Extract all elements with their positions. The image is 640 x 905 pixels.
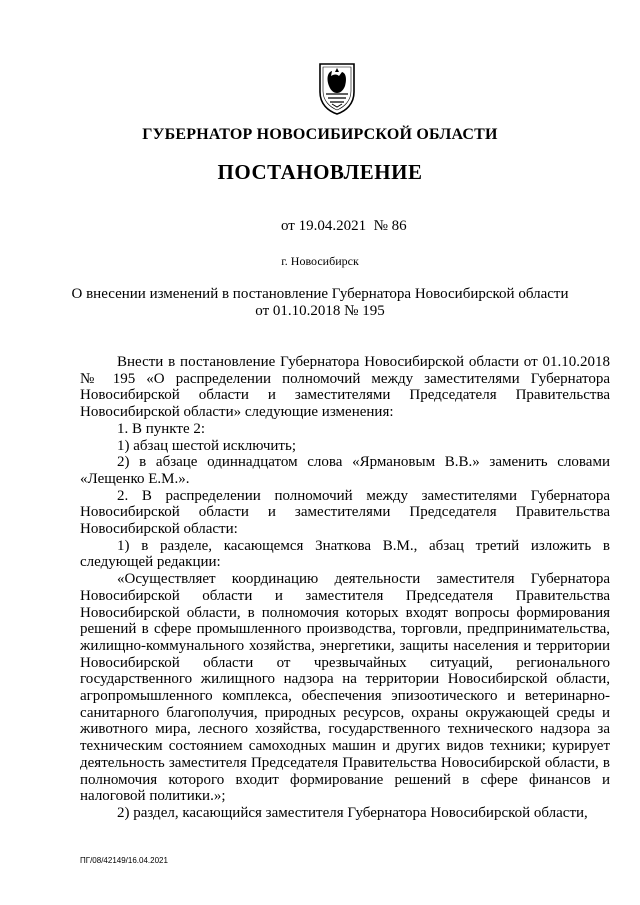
document-type: ПОСТАНОВЛЕНИЕ <box>217 160 423 184</box>
paragraph: 2. В распределении полномочий между заместителями Губернатора Новосибирской области и заместителями Председателя Правительства Новосибирской области: <box>80 487 610 538</box>
authority-title: ГУБЕРНАТОР НОВОСИБИРСКОЙ ОБЛАСТИ <box>142 126 498 143</box>
paragraph: 2) в абзаце одиннадцатом слова «Ярмановым В.В.» заменить словами «Лещенко Е.М.». <box>80 454 610 487</box>
paragraph: 1) абзац шестой исключить; <box>117 437 296 454</box>
subject-line-1: О внесении изменений в постановление Губернатора Новосибирской области <box>71 286 569 302</box>
coat-of-arms-icon <box>316 60 358 116</box>
date-and-number: от 19.04.2021 № 86 <box>281 218 407 234</box>
document-code: ПГ/08/42149/16.04.2021 <box>80 856 168 865</box>
document-body <box>80 354 610 822</box>
city: г. Новосибирск <box>281 254 359 268</box>
subject-line-2: от 01.10.2018 № 195 <box>255 303 385 319</box>
paragraph: 1) в разделе, касающемся Знаткова В.М., абзац третий изложить в следующей редакции: <box>80 537 610 571</box>
document-subject <box>70 286 570 320</box>
paragraph: Внести в постановление Губернатора Новосибирской области от 01.10.2018 № 195 «О распределении полномочий между заместителями Губернатора Новосибирской области и заместителями Председателя Правительства Новосибирской области» следующие изменения: <box>80 354 610 421</box>
paragraph: 1. В пункте 2: <box>117 420 206 437</box>
paragraph: «Осуществляет координацию деятельности заместителя Губернатора Новосибирской области и заместителя Председателя Правительства Новосибирской области, в полномочия которых входят вопросы формирования решений в сфере промышленного производства, торговли, предпринимательства, жилищно-коммунального хозяйства, энергетики, защиты населения и территории Новосибирской области от чрезвычайных ситуаций, регионального государственного жилищного надзора на территории Новосибирской области, агропромышленного комплекса, обеспечения эпизоотического и ветеринарно-санитарного благополучия, природных ресурсов, охраны окружающей среды и животного мира, лесного хозяйства, государственного технического надзора за техническим состоянием самоходных машин и других видов техники; курирует деятельность заместителя Председателя Правительства Новосибирской области, в полномочия которого входит формирование решений в сфере финансов и налоговой политики.»; <box>80 571 610 805</box>
paragraph: 2) раздел, касающийся заместителя Губернатора Новосибирской области, <box>117 804 588 821</box>
